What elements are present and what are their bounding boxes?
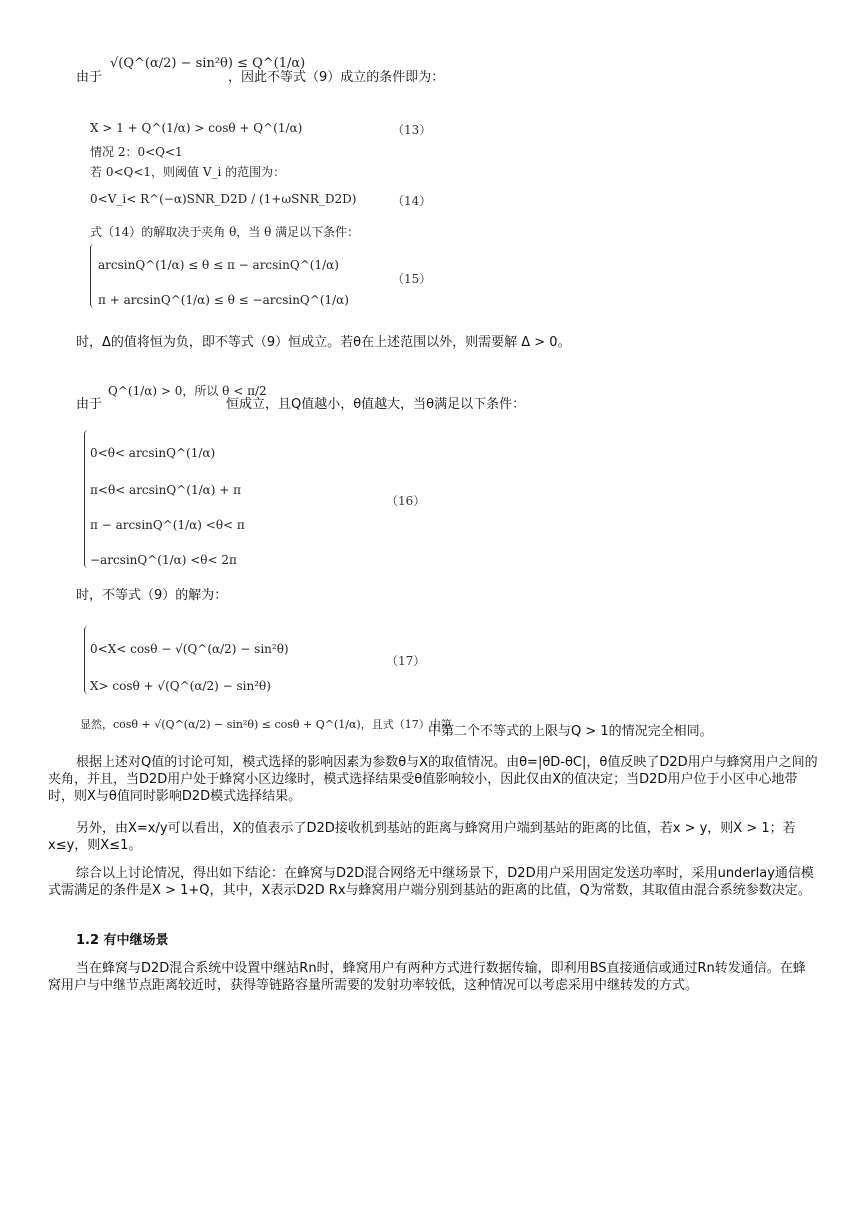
paragraph-1: 根据上述对Q值的讨论可知，模式选择的影响因素为参数θ与X的取值情况。由θ=|θD-θC|，θ值反映了D2D用户与蜂窝用户之间的夹角，并且，当D2D用户处于蜂窝小区边缘时，模式选择结果受θ值影响较小，因此仅由X的值决定；当D2D用户位于小区中心地带时，则X与θ值同时影响D2D模式选择结果。 [48,755,818,804]
text-youyu-1: 由于 [76,70,103,85]
equation-15-number: （15） [392,272,432,286]
equation-15-brace [90,244,97,308]
equation-17-line-1: 0<X< cosθ − √(Q^(α/2) − sin²θ) [90,642,289,656]
equation-16-line-2: π<θ< arcsinQ^(1/α) + π [90,483,241,497]
equation-17-line-2: X> cosθ + √(Q^(α/2) − sin²θ) [90,679,271,693]
text-xianran-conclusion: 中第二个不等式的上限与Q > 1的情况完全相同。 [428,724,713,739]
section-heading: 1.2 有中继场景 [76,933,169,948]
text-condition-intro: ，因此不等式（9）成立的条件即为： [228,70,445,85]
text-theta-condition: 恒成立，且Q值越小，θ值越大，当θ满足以下条件： [226,397,526,412]
paragraph-2: 另外，由X=x/y可以看出，X的值表示了D2D接收机到基站的距离与蜂窝用户端到基站的距离的比值，若x > y，则X > 1；若x≤y，则X≤1。 [48,821,796,853]
equation-16-line-4: −arcsinQ^(1/α) <θ< 2π [90,553,237,567]
equation-14-number: （14） [392,194,432,208]
equation-13-number: （13） [392,123,432,137]
formula-q-positive: Q^(1/α) > 0，所以 θ < π/2 [108,384,267,398]
equation-14: 0<V_i< R^(−α)SNR_D2D / (1+ωSNR_D2D) [90,192,357,206]
equation-16-number: （16） [386,494,426,508]
text-after-eq15: 时，Δ的值将恒为负，即不等式（9）恒成立。若θ在上述范围以外，则需要解 Δ > 0。 [76,335,571,350]
paragraph-4: 当在蜂窝与D2D混合系统中设置中继站Rn时，蜂窝用户有两种方式进行数据传输，即利用BS直接通信或通过Rn转发通信。在蜂窝用户与中继节点距离较近时，获得等链路容量所需要的发射功率较低，这种情况可以考虑采用中继转发的方式。 [48,961,806,993]
text-youyu-2: 由于 [76,397,103,412]
paragraph-3: 综合以上讨论情况，得出如下结论：在蜂窝与D2D混合网络无中继场景下，D2D用户采用固定发送功率时，采用underlay通信模式需满足的条件是X > 1+Q，其中，X表示D2D Rx与蜂窝用户端分别到基站的距离的比值，Q为常数，其取值由混合系统参数决定。 [48,866,814,898]
formula-sqrt-condition: √(Q^(α/2) − sin²θ) ≤ Q^(1/α) [110,56,306,71]
equation-17-number: （17） [386,654,426,668]
equation-16-line-1: 0<θ< arcsinQ^(1/α) [90,446,216,460]
text-case-2: 情况 2：0<Q<1 [90,145,183,159]
equation-16-line-3: π − arcsinQ^(1/α) <θ< π [90,518,245,532]
text-after-eq16: 时，不等式（9）的解为： [76,588,228,603]
equation-15-line-1: arcsinQ^(1/α) ≤ θ ≤ π − arcsinQ^(1/α) [98,258,339,272]
equation-13: X > 1 + Q^(1/α) > cosθ + Q^(1/α) [90,121,303,135]
text-eq14-desc: 式（14）的解取决于夹角 θ，当 θ 满足以下条件： [90,225,360,239]
formula-xianran: 显然，cosθ + √(Q^(α/2) − sin²θ) ≤ cosθ + Q^(1/α)，且式（17）中第 [80,718,452,731]
equation-15-line-2: π + arcsinQ^(1/α) ≤ θ ≤ −arcsinQ^(1/α) [98,293,349,307]
text-case-2-desc: 若 0<Q<1，则阈值 V_i 的范围为： [90,165,286,179]
